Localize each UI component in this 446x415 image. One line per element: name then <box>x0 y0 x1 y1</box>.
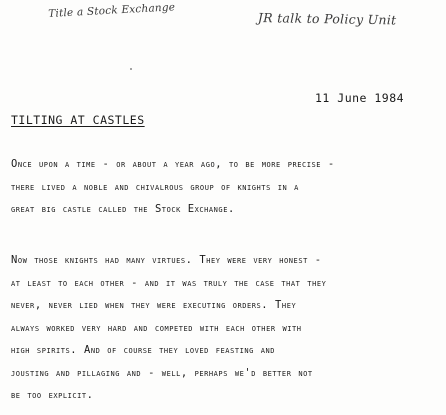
paragraph-line: jousting and pillaging and - well, perhaps we'd better not <box>11 366 313 379</box>
paragraph-line: great big castle called the Stock Exchange. <box>11 203 235 215</box>
paragraph-line: be too explicit. <box>11 389 94 401</box>
paragraph-line: high spirits. And of course they loved feasting and <box>11 344 276 356</box>
paragraph-line: there lived a noble and chivalrous group of knights in a <box>11 180 299 193</box>
document-date: 11 June 1984 <box>315 91 405 105</box>
paragraph-line: at least to each other - and it was truly the case that they <box>11 276 327 289</box>
handwritten-annotation-left: Title a Stock Exchange <box>48 1 176 20</box>
paragraph-line: Now those knights had many virtues. They were very honest - <box>11 254 322 266</box>
paragraph-line: Once upon a time - or about a year ago, to be more precise - <box>11 158 335 170</box>
paragraph-2 <box>11 249 441 407</box>
paper-speck <box>130 68 132 70</box>
paragraph-1 <box>11 153 441 221</box>
handwritten-annotation-right: JR talk to Policy Unit <box>257 10 397 28</box>
paragraph-line: always worked very hard and competed with each other with <box>11 321 302 334</box>
paragraph-line: never, never lied when they were executing orders. They <box>11 299 297 311</box>
document-title: TILTING AT CASTLES <box>11 113 145 127</box>
